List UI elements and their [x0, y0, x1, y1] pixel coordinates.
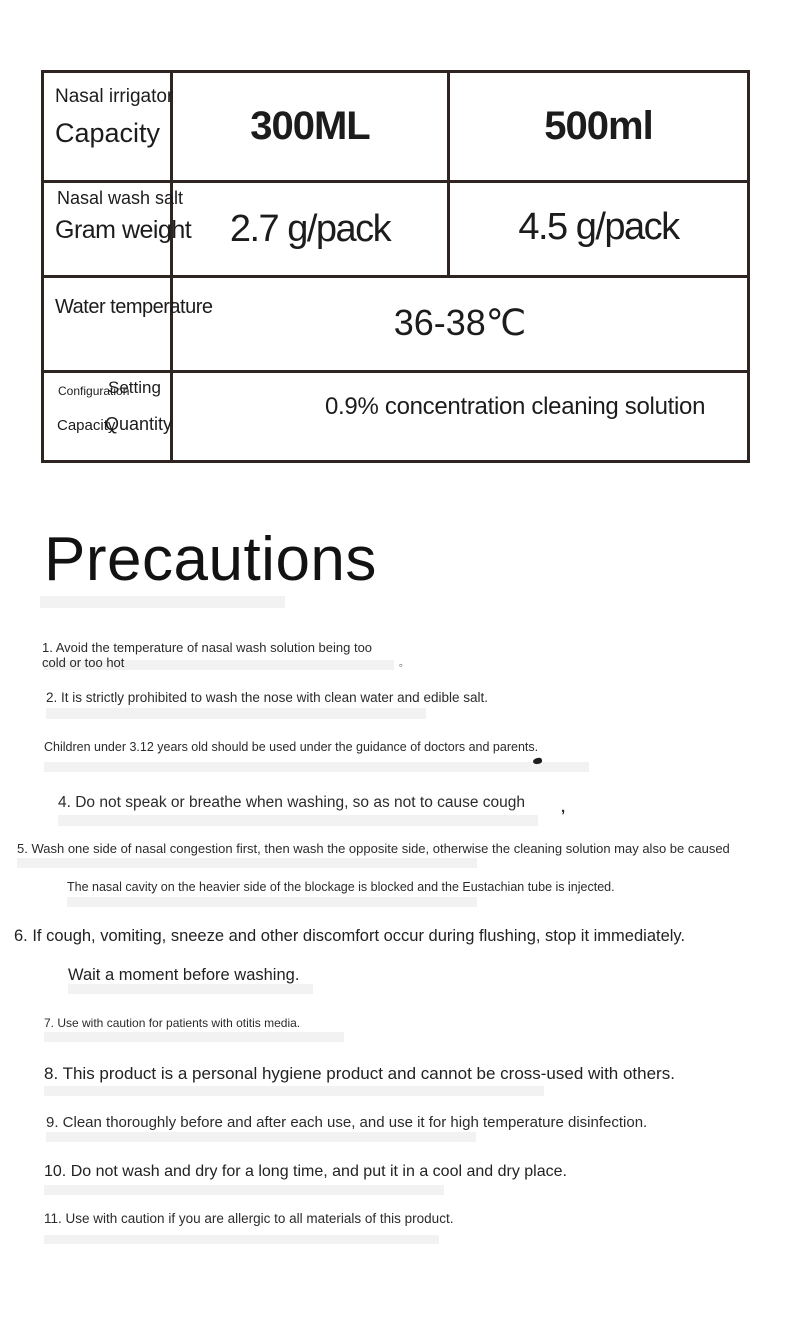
- precaution-item-10: 10. Do not wash and dry for a long time, and put it in a cool and dry place.: [44, 1163, 567, 1180]
- highlight-artifact: [44, 1032, 344, 1042]
- row1-label-large: Capacity: [55, 118, 161, 148]
- highlight-artifact: [44, 1086, 544, 1096]
- precaution-item-2: 2. It is strictly prohibited to wash the nose with clean water and edible salt.: [46, 690, 488, 705]
- row1-capacity-300: 300ML: [250, 104, 370, 148]
- precaution-item-9: 9. Clean thoroughly before and after each use, and use it for high temperature disinfection.: [46, 1114, 648, 1131]
- stray-comma-mark: ,: [561, 799, 566, 816]
- precaution-item-4: 4. Do not speak or breathe when washing, so as not to cause cough: [58, 794, 526, 811]
- highlight-artifact: [67, 897, 477, 907]
- highlight-artifact: [46, 708, 426, 719]
- precaution-item-3: Children under 3.12 years old should be used under the guidance of doctors and parents.: [44, 740, 539, 754]
- precaution-item-5-line-1: 5. Wash one side of nasal congestion first, then wash the opposite side, otherwise the cleaning solution may also be caused: [17, 841, 730, 856]
- table-row-divider-3: [44, 370, 747, 373]
- row2-label-small: Nasal wash salt: [57, 188, 184, 208]
- precaution-item-6-line-1: 6. If cough, vomiting, sneeze and other discomfort occur during flushing, stop it immediately.: [14, 927, 686, 945]
- row2-gram-weight-small: 2.7 g/pack: [229, 207, 391, 250]
- highlight-artifact: [40, 596, 285, 608]
- row2-gram-weight-large: 4.5 g/pack: [518, 205, 679, 248]
- highlight-artifact: [44, 1235, 439, 1244]
- row1-capacity-500: 500ml: [544, 104, 653, 148]
- row4-solution-value: 0.9% concentration cleaning solution: [325, 393, 706, 420]
- page-title: Precautions: [44, 525, 377, 594]
- highlight-artifact: [44, 762, 589, 772]
- highlight-artifact: [68, 984, 313, 994]
- precaution-item-11: 11. Use with caution if you are allergic to all materials of this product.: [44, 1211, 454, 1226]
- highlight-artifact: [44, 1185, 444, 1195]
- precaution-item-8: 8. This product is a personal hygiene product and cannot be cross-used with others.: [44, 1064, 675, 1083]
- highlight-artifact: [17, 858, 477, 868]
- precaution-item-1-line-1: 1. Avoid the temperature of nasal wash solution being too: [42, 640, 373, 655]
- stray-circle-mark: 。: [399, 658, 409, 669]
- precaution-item-7: 7. Use with caution for patients with otitis media.: [44, 1016, 301, 1030]
- row4-label-quantity-overlay: Quantity: [105, 414, 173, 434]
- precaution-item-1-line-2: cold or too hot: [42, 655, 125, 670]
- precaution-item-6-line-2: Wait a moment before washing.: [68, 966, 300, 984]
- row3-label: Water temperature: [55, 296, 213, 318]
- highlight-artifact: [46, 1132, 476, 1142]
- row4-label-setting-overlay: Setting: [108, 378, 161, 397]
- spec-table: [41, 70, 750, 463]
- row1-label-small: Nasal irrigator: [55, 86, 174, 107]
- highlight-artifact: [58, 815, 538, 826]
- row4-label-capacity: Capacity: [57, 417, 116, 434]
- precaution-item-5-line-2: The nasal cavity on the heavier side of the blockage is blocked and the Eustachian tube is injected.: [67, 880, 615, 894]
- row4-label-configuration: Configuration: [58, 384, 130, 398]
- row2-label-large: Gram weight: [55, 216, 192, 244]
- row3-water-temperature-value: 36-38℃: [393, 301, 527, 343]
